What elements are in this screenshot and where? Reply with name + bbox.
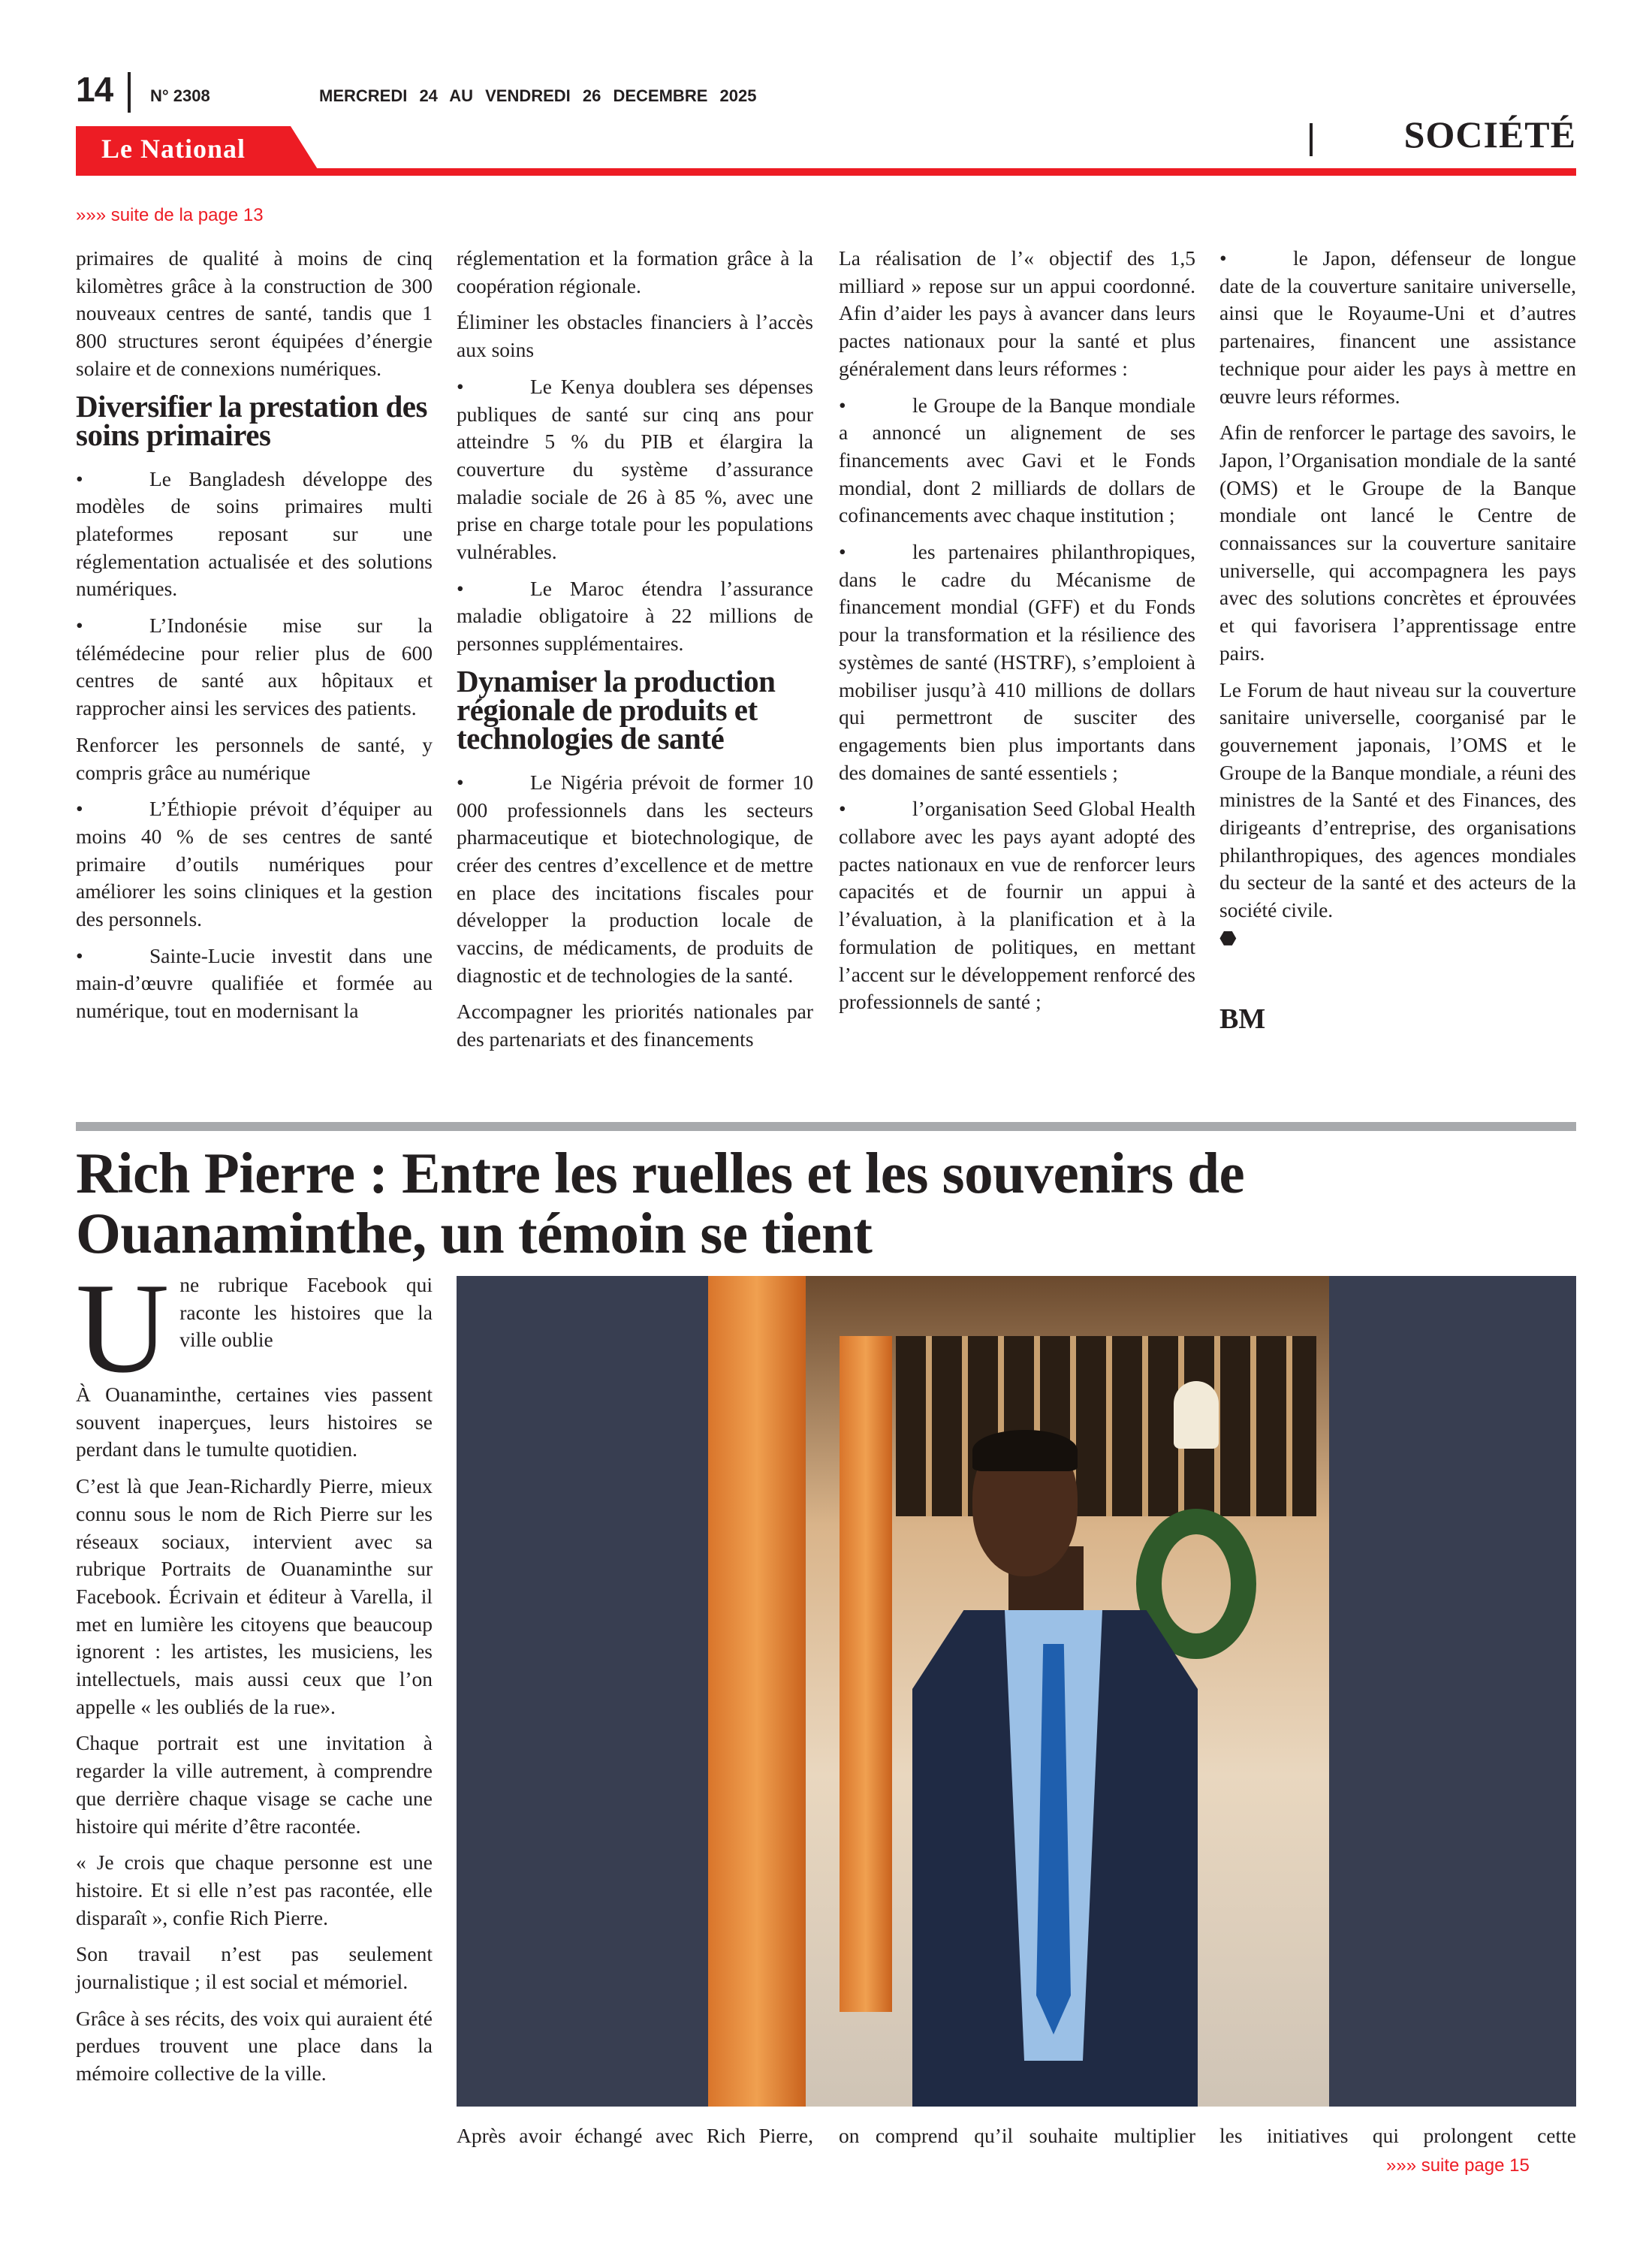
bullet-item xyxy=(76,943,433,1025)
article1-column-1 xyxy=(76,245,433,1034)
section-title: SOCIÉTÉ xyxy=(1403,113,1576,155)
bullet-icon: • xyxy=(839,797,846,821)
photo-image xyxy=(708,1276,1329,2107)
bullet-text: les partenaires philanthropiques, dans le cadre du Mécanisme de financement mondial (GFF) et du Fonds pour la transformation et la résilience des systèmes de santé (HSTRF), s’emploient à mobiliser jusqu’à 410 millions de dollars qui permettront de susciter des engagements bien plus importants dans des domaines de santé essentiels ; xyxy=(839,540,1195,784)
bullet-item xyxy=(457,373,813,566)
subheading: Diversifier la prestation des soins primaires xyxy=(76,388,427,452)
bullet-text: Sainte-Lucie investit dans une main-d’œuvre qualifiée et formée au numérique, tout en modernisant la xyxy=(76,943,433,1023)
brand-logo: Le National xyxy=(101,134,246,164)
paragraph: Renforcer les personnels de santé, y compris grâce au numérique xyxy=(76,732,433,784)
paragraph-text: Le Forum de haut niveau sur la couverture sanitaire universelle, coorganisé par le gouvernement japonais, l’OMS et le Groupe de la Banque mondiale, a réuni des ministres de la Santé et des Finances, des dirigeants d’entreprise, des organisations philanthropiques, des agences mondiales du secteur de la santé et des acteurs de la société civile. xyxy=(1219,677,1576,922)
paragraph xyxy=(1219,677,1576,953)
bullet-item xyxy=(839,392,1195,530)
bullet-text: Le Nigéria prévoit de former 10 000 professionnels dans les secteurs pharmaceutique et biotechnologique, de créer des centres d’excellence et de mettre en place des incitations fiscales pour développer la production locale de vaccins, de médicaments, de produits de diagnostic et de technologies de la santé. xyxy=(457,770,813,987)
bullet-item xyxy=(76,466,433,604)
portrait-photo xyxy=(457,1276,1576,2107)
article-separator xyxy=(76,1122,1576,1131)
bullet-item xyxy=(457,769,813,990)
author-signature: BM xyxy=(1219,1003,1266,1035)
bullet-icon: • xyxy=(1219,246,1227,270)
article1-column-4 xyxy=(1219,245,1576,1033)
lead-text: ne rubrique Facebook qui raconte les histoires que la ville oublie xyxy=(179,1273,433,1352)
paragraph: réglementation et la formation grâce à la coopération régionale. xyxy=(457,246,813,297)
drop-cap: U xyxy=(76,1257,170,1400)
paragraph: Chaque portrait est une invitation à regarder la ville autrement, à comprendre que derrière chaque visage se cache une histoire qui mérite d’être racontée. xyxy=(76,1731,433,1838)
issue-number: N° 2308 xyxy=(150,86,210,105)
lead-paragraph xyxy=(76,1257,433,1400)
bullet-item xyxy=(76,612,433,722)
bullet-text: l’organisation Seed Global Health collabore avec les pays ayant adopté des pactes nationaux en vue de renforcer leurs capacités et de fournir un appui à l’évaluation, à la planification et à la formulation de politiques, en mettant l’accent sur le développement renforcé des professionnels de santé ; xyxy=(839,797,1195,1014)
paragraph: Éliminer les obstacles financiers à l’accès aux soins xyxy=(457,310,813,362)
paragraph: Grâce à ses récits, des voix qui auraient été perdues trouvent une place dans la mémoire collective de la ville. xyxy=(76,2006,433,2086)
bullet-item xyxy=(76,795,433,933)
section-divider xyxy=(1310,123,1313,156)
photo-pillar xyxy=(708,1276,806,2107)
photo-pillar xyxy=(840,1336,892,2012)
bullet-item xyxy=(839,538,1195,786)
paragraph: La réalisation de l’« objectif des 1,5 milliard » repose sur un appui coordonné. Afin d’aider les pays à avancer dans leurs pactes nationaux pour la santé et plus généralement dans leurs réformes : xyxy=(839,246,1195,380)
continuation-line: les initiatives qui prolongent cette xyxy=(1219,2124,1576,2147)
bullet-icon: • xyxy=(76,943,83,967)
bullet-item xyxy=(839,795,1195,1016)
bullet-icon: • xyxy=(457,770,464,794)
article1-column-3 xyxy=(839,245,1195,1025)
paragraph: Son travail n’est pas seulement journalistique ; il est social et mémoriel. xyxy=(76,1942,433,1994)
paragraph: À Ouanaminthe, certaines vies passent souvent inaperçues, leurs histoires se perdant dans le tumulte quotidien. xyxy=(76,1383,433,1461)
bullet-text: le Japon, défenseur de longue date de la couverture sanitaire universelle, ainsi que le Royaume-Uni et d’autres partenaires, financent une assistance technique pour aider les pays à mettre en œuvre leurs réformes. xyxy=(1219,246,1576,408)
bullet-text: le Groupe de la Banque mondiale a annoncé un alignement de ses financements avec Gavi et le Fonds mondial, dont 2 milliards de dollars de cofinancements avec chaque institution ; xyxy=(839,393,1195,527)
bullet-icon: • xyxy=(839,393,846,417)
photo-lamp xyxy=(1174,1381,1219,1449)
paragraph: C’est là que Jean-Richardly Pierre, mieux connu sous le nom de Rich Pierre sur les réseaux sociaux, intervient avec sa rubrique Portraits de Ouanaminthe sur Facebook. Écrivain et éditeur à Varella, il met en lumière les citoyens que beaucoup ignorent : les artistes, les musiciens, les intellectuels, mais aussi ceux que l’on appelle « les oubliés de la rue». xyxy=(76,1474,433,1718)
continuation-line: on comprend qu’il souhaite multiplier xyxy=(839,2124,1195,2147)
bullet-text: L’Éthiopie prévoit d’équiper au moins 40 % de ses centres de santé primaire d’outils numériques pour améliorer les soins cliniques et la gestion des personnels. xyxy=(76,797,433,931)
header-rule xyxy=(76,168,1576,176)
photo-windows xyxy=(896,1336,1316,1516)
paragraph: Afin de renforcer le partage des savoirs, le Japon, l’Organisation mondiale de la santé (OMS) et le Groupe de la Banque mondiale ont lancé le Centre de connaissances sur la couverture sanitaire universelle, qui accompagnera les pays avec des solutions concrètes et éprouvées et qui favorisera l’apprentissage entre pairs. xyxy=(1219,421,1576,665)
bullet-icon: • xyxy=(76,466,83,490)
divider xyxy=(128,72,131,113)
page-number: 14 xyxy=(76,70,113,109)
bullet-icon: • xyxy=(839,540,846,564)
bullet-icon: • xyxy=(76,614,83,638)
bullet-text: Le Maroc étendra l’assurance maladie obligatoire à 22 millions de personnes supplémentaires. xyxy=(457,576,813,656)
issue-date: MERCREDI 24 AU VENDREDI 26 DECEMBRE 2025 xyxy=(319,86,757,105)
bullet-icon: • xyxy=(76,797,83,821)
end-mark-icon: ⬣ xyxy=(1219,927,1237,949)
continuation-line: Après avoir échangé avec Rich Pierre, xyxy=(457,2124,813,2147)
bullet-text: Le Kenya doublera ses dépenses publiques de santé sur cinq ans pour atteindre 5 % du PIB et élargira la couverture du système d’assurance maladie sociale de 26 à 85 %, avec une prise en charge totale pour les populations vulnérables. xyxy=(457,374,813,564)
continued-to-link[interactable]: »»» suite page 15 xyxy=(1386,2155,1530,2176)
article2-column-1 xyxy=(76,1257,433,2097)
bullet-text: Le Bangladesh développe des modèles de soins primaires multi plateformes reposant sur une réglementation actualisée et des solutions numériques. xyxy=(76,466,433,601)
continued-from-link[interactable]: »»» suite de la page 13 xyxy=(76,205,264,225)
paragraph: primaires de qualité à moins de cinq kilomètres grâce à la construction de 300 nouveaux centres de santé, tandis que 1 800 structures seront équipées d’énergie solaire et de connexions numériques. xyxy=(76,246,433,380)
paragraph: « Je crois que chaque personne est une histoire. Et si elle n’est pas racontée, elle disparaît », confie Rich Pierre. xyxy=(76,1850,433,1929)
subheading: Dynamiser la production régionale de produits et technologies de santé xyxy=(457,663,776,756)
bullet-text: L’Indonésie mise sur la télémédecine pour relier plus de 600 centres de santé aux hôpitaux et rapprocher ainsi les services des patients. xyxy=(76,614,433,720)
bullet-icon: • xyxy=(457,576,464,600)
photo-person-hair xyxy=(972,1430,1078,1471)
paragraph: Accompagner les priorités nationales par des partenariats et des financements xyxy=(457,1000,813,1051)
bullet-item xyxy=(457,575,813,658)
article-headline: Rich Pierre : Entre les ruelles et les souvenirs de Ouanaminthe, un témoin se tient xyxy=(76,1141,1245,1265)
article1-column-2 xyxy=(457,245,813,1063)
bullet-icon: • xyxy=(457,374,464,398)
bullet-item xyxy=(1219,245,1576,410)
